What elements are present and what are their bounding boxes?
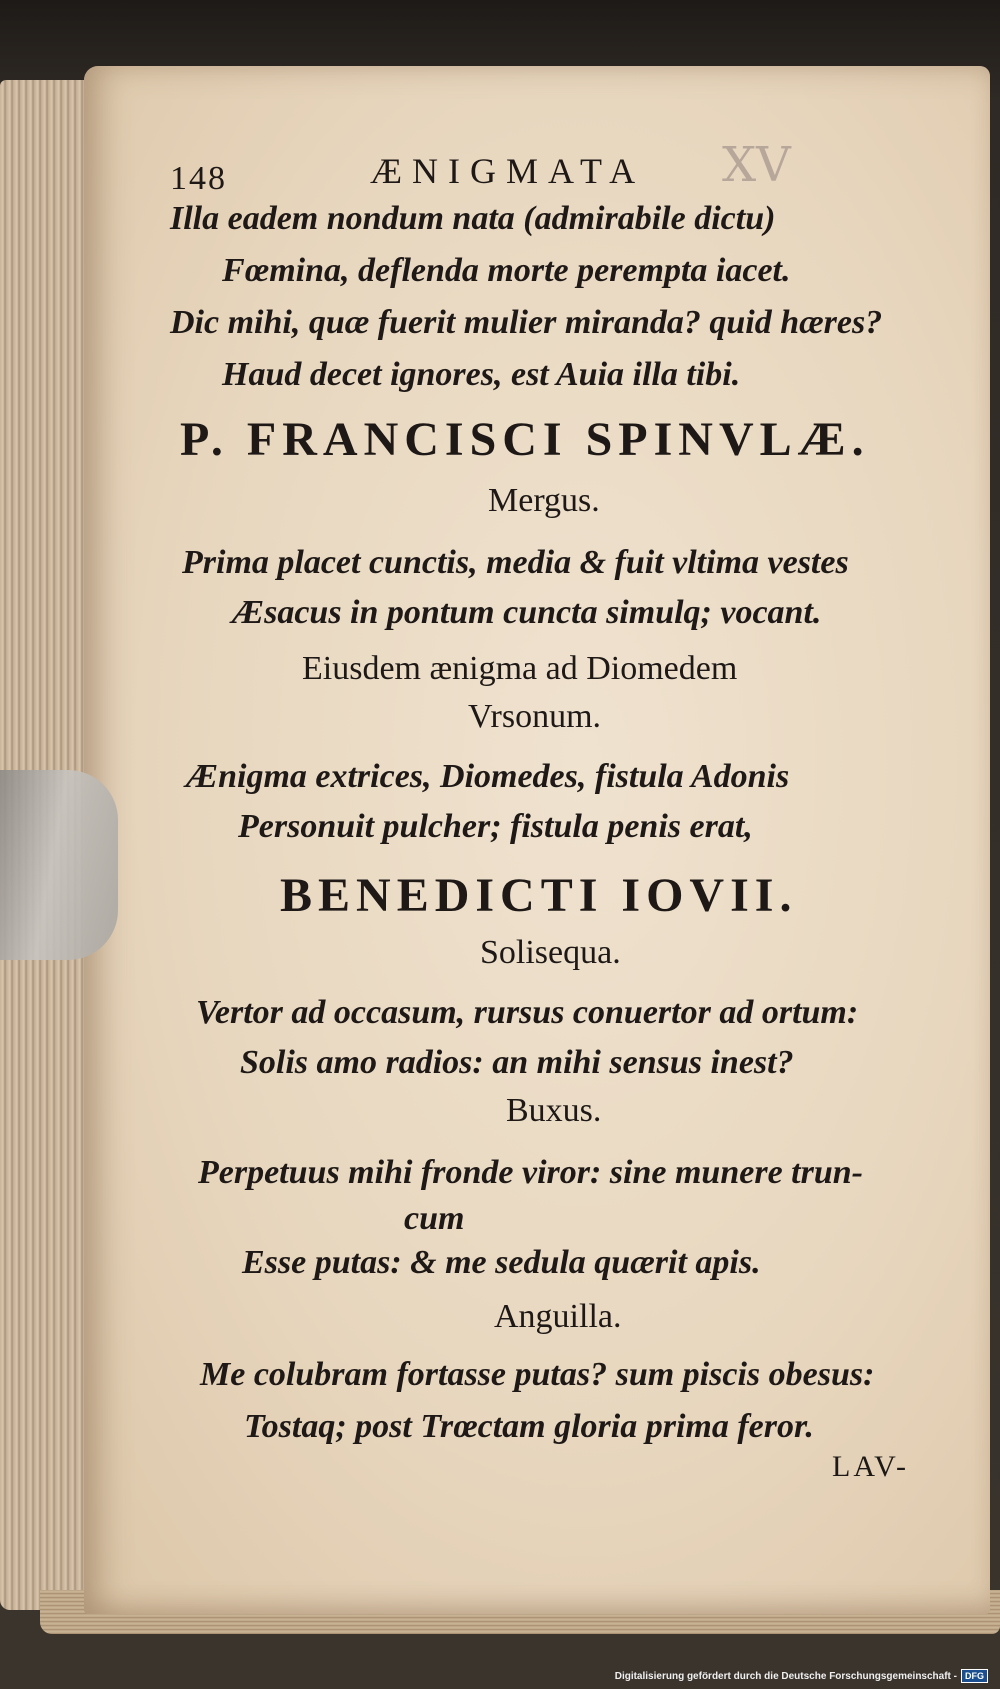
riddle-title: Mergus. bbox=[488, 482, 600, 519]
verse-line: Illa eadem nondum nata (admirabile dictu) bbox=[170, 200, 776, 237]
verse-line: Tostaq; post Trœctam gloria prima feror. bbox=[244, 1408, 814, 1445]
verse-line: Dic mihi, quæ fuerit mulier miranda? quid hæres? bbox=[170, 304, 883, 341]
digitization-credit bbox=[615, 1669, 988, 1683]
author-heading: P. FRANCISCI SPINVLÆ. bbox=[180, 413, 870, 466]
verse-line: Perpetuus mihi fronde viror: sine munere trun- bbox=[198, 1154, 863, 1191]
verse-line: Vertor ad occasum, rursus conuertor ad ortum: bbox=[196, 994, 859, 1031]
author-heading: BENEDICTI IOVII. bbox=[280, 869, 798, 922]
running-head: ÆNIGMATA bbox=[370, 151, 646, 191]
page-clip bbox=[0, 770, 118, 960]
credit-text: Digitalisierung gefördert durch die Deutsche Forschungsgemeinschaft - bbox=[614, 1670, 957, 1682]
verse-line: Ænigma extrices, Diomedes, fistula Adonis bbox=[186, 758, 790, 795]
riddle-title: Buxus. bbox=[506, 1092, 602, 1129]
verse-line: Fœmina, deflenda morte perempta iacet. bbox=[222, 252, 791, 289]
verse-line: Personuit pulcher; fistula penis erat, bbox=[238, 808, 753, 845]
catchword: LAV- bbox=[832, 1450, 910, 1483]
page-number: 148 bbox=[170, 160, 227, 197]
riddle-title: Eiusdem ænigma ad Diomedem bbox=[302, 650, 738, 687]
margin-pencil-note: XV bbox=[722, 137, 791, 193]
riddle-title: Vrsonum. bbox=[468, 698, 602, 735]
riddle-title: Anguilla. bbox=[494, 1298, 622, 1335]
verse-line: Solis amo radios: an mihi sensus inest? bbox=[240, 1044, 794, 1081]
verse-line: cum bbox=[404, 1200, 465, 1237]
verse-line: Me colubram fortasse putas? sum piscis obesus: bbox=[200, 1356, 875, 1393]
dfg-logo-icon: DFG bbox=[961, 1669, 988, 1683]
verse-line: Esse putas: & me sedula quærit apis. bbox=[242, 1244, 761, 1281]
verse-line: Haud decet ignores, est Auia illa tibi. bbox=[222, 356, 741, 393]
riddle-title: Solisequa. bbox=[480, 934, 621, 971]
verse-line: Æsacus in pontum cuncta simulq; vocant. bbox=[232, 594, 822, 631]
verse-line: Prima placet cunctis, media & fuit vltima vestes bbox=[182, 544, 849, 581]
